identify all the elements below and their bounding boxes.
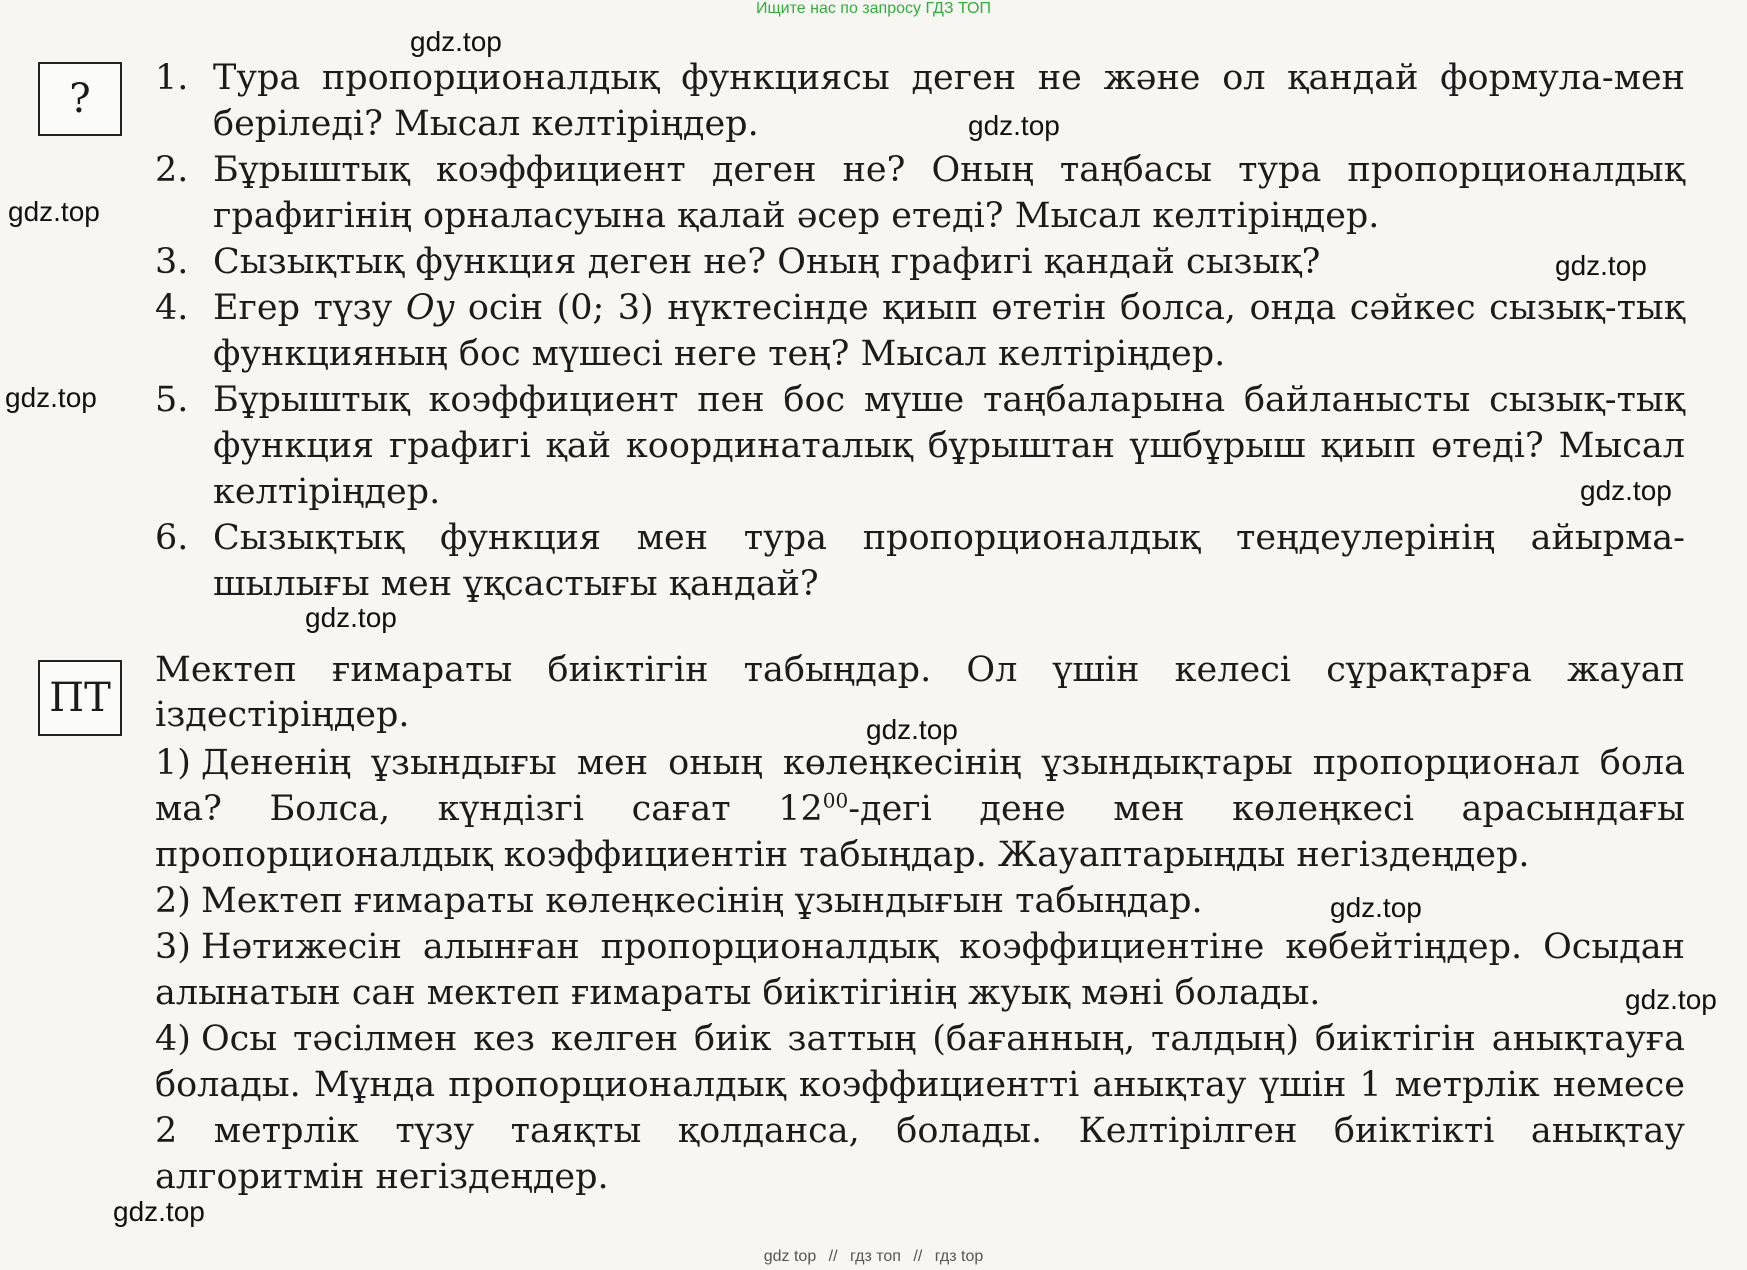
watermark: gdz.top	[1330, 892, 1422, 923]
pt-item-text: Дененің ұзындығы мен оның көлеңкесінің ұзындықтары пропорционал бола ма? Болса, күндізгі сағат 12	[155, 743, 1685, 829]
question-item	[155, 377, 1685, 515]
pt-item	[155, 878, 1685, 924]
footer	[0, 1248, 1747, 1266]
pt-item-text: -дегі дене мен көлеңкесі арасындағы пропорционалдық коэффициентін табыңдар. Жауаптарыңды негіздеңдер.	[155, 789, 1685, 875]
pt-intro: Мектеп ғимараты биіктігін табыңдар. Ол үшін келесі сұрақтарға жауап іздестіріңдер.	[155, 650, 1685, 735]
question-text: Тура пропорционалдық функциясы деген не және ол қандай формула-мен беріледі? Мысал келтіріңдер.	[213, 58, 1685, 144]
watermark: gdz.top	[8, 196, 100, 227]
question-number: 3.	[155, 242, 189, 282]
watermark: gdz.top	[5, 382, 97, 413]
watermark: gdz.top	[968, 110, 1060, 141]
axis-label: Oy	[405, 288, 455, 328]
question-text-part: Егер түзу	[213, 288, 406, 328]
question-number: 1.	[155, 58, 189, 98]
watermark: gdz.top	[1555, 250, 1647, 281]
question-text: Сызықтық функция мен тура пропорционалдық теңдеулерінің айырма-шылығы мен ұқсастығы қандай?	[213, 518, 1685, 604]
question-item	[155, 515, 1685, 607]
pt-box: ПТ	[38, 660, 122, 736]
top-banner[interactable]: Ищите нас по запросу ГДЗ ТОП	[756, 0, 991, 17]
watermark: gdz.top	[1580, 475, 1672, 506]
pt-item-text: Мектеп ғимараты көлеңкесінің ұзындығын табыңдар.	[200, 881, 1203, 921]
pt-item-text: Нәтижесін алынған пропорционалдық коэффициентіне көбейтіңдер. Осыдан алынатын сан мектеп ғимараты биіктігінің жуық мәні болады.	[155, 927, 1685, 1013]
question-number: 4.	[155, 288, 189, 328]
pt-item-number: 3)	[155, 927, 191, 967]
footer-link[interactable]: гдз топ	[850, 1248, 901, 1265]
question-text: Бұрыштық коэффициент деген не? Оның таңбасы тура пропорционалдық графигінің орналасуына қалай әсер етеді? Мысал келтіріңдер.	[213, 150, 1685, 236]
footer-separator: //	[913, 1248, 923, 1265]
footer-separator: //	[828, 1248, 838, 1265]
question-number: 5.	[155, 380, 189, 420]
footer-link[interactable]: gdz top	[763, 1248, 817, 1265]
watermark: gdz.top	[113, 1196, 205, 1227]
question-item	[155, 55, 1685, 147]
question-text: Сызықтық функция деген не? Оның графигі қандай сызық?	[213, 242, 1321, 282]
pt-item	[155, 924, 1685, 1016]
time-superscript: 00	[822, 788, 849, 813]
question-item	[155, 147, 1685, 239]
pt-item-number: 4)	[155, 1019, 191, 1059]
watermark: gdz.top	[305, 602, 397, 633]
bleed-through-text	[1180, 20, 1191, 60]
pt-item-number: 1)	[155, 743, 191, 783]
question-item	[155, 285, 1685, 377]
question-number: 6.	[155, 518, 189, 558]
watermark: gdz.top	[1625, 984, 1717, 1015]
question-box: ?	[38, 62, 122, 136]
watermark: gdz.top	[410, 26, 502, 57]
pt-item	[155, 740, 1685, 878]
questions-list	[155, 55, 1685, 607]
pt-item-number: 2)	[155, 881, 191, 921]
watermark: gdz.top	[866, 714, 958, 745]
question-text	[155, 285, 1685, 377]
pt-item	[155, 1016, 1685, 1200]
question-text-part: осін (0; 3) нүктесінде қиып өтетін болса, онда сәйкес сызық-тық функцияның бос мүшесі неге тең? Мысал келтіріңдер.	[213, 288, 1685, 374]
question-number: 2.	[155, 150, 189, 190]
pt-item-text: Осы тәсілмен кез келген биік заттың (бағанның, талдың) биіктігін анықтауға болады. Мұнда пропорционалдық коэффициентті анықтау үшін 1 метрлік немесе 2 метрлік түзу таяқты қолданса, болады. Келтірілген биіктікті анықтау алгоритмін негіздеңдер.	[155, 1019, 1685, 1197]
question-text: Бұрыштық коэффициент пен бос мүше таңбаларына байланысты сызық-тық функция графигі қай координаталық бұрыштан үшбұрыш қиып өтеді? Мысал келтіріңдер.	[213, 380, 1685, 512]
question-item	[155, 239, 1685, 285]
footer-link[interactable]: гдз top	[934, 1248, 984, 1265]
